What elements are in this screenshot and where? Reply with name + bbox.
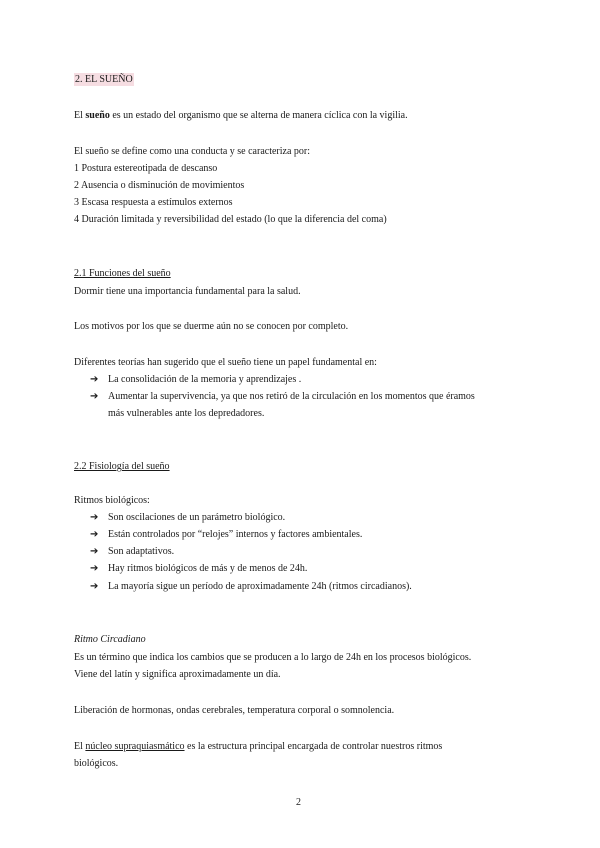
definition-item: 1 Postura estereotipada de descanso xyxy=(74,163,218,174)
circadian-paragraph: Liberación de hormonas, ondas cerebrales, temperatura corporal o somnolencia. xyxy=(74,705,395,716)
arrow-bullet-icon: ➔ xyxy=(90,529,99,540)
circadian-paragraph: Es un término que indica los cambios que se producen a lo largo de 24h en los procesos biológicos. xyxy=(74,652,472,663)
circadian-paragraph: Viene del latín y significa aproximadamente un día. xyxy=(74,669,281,680)
functions-paragraph: Dormir tiene una importancia fundamental para la salud. xyxy=(74,286,301,297)
circadian-paragraph: El núcleo supraquiasmático es la estructura principal encargada de controlar nuestros ritmos xyxy=(74,741,443,752)
definition-item: 2 Ausencia o disminución de movimientos xyxy=(74,180,245,191)
intro-paragraph: El sueño es un estado del organismo que se alterna de manera cíclica con la vigilia. xyxy=(74,110,408,121)
arrow-bullet-icon: ➔ xyxy=(90,391,99,402)
subsection-title-circadian: Ritmo Circadiano xyxy=(74,634,146,645)
section-title-text: 2. EL SUEÑO xyxy=(75,74,133,85)
definition-item: 3 Escasa respuesta a estímulos externos xyxy=(74,197,233,208)
physiology-lead: Ritmos biológicos: xyxy=(74,495,150,506)
arrow-bullet-icon: ➔ xyxy=(90,563,99,574)
subsection-title-functions: 2.1 Funciones del sueño xyxy=(74,268,171,279)
circadian-paragraph-cont: biológicos. xyxy=(74,758,119,769)
section-title xyxy=(74,73,134,86)
definition-item: 4 Duración limitada y reversibilidad del estado (lo que la diferencia del coma) xyxy=(74,214,387,225)
bold-term-sueno: sueño xyxy=(85,110,110,121)
functions-paragraph: Los motivos por los que se duerme aún no se conocen por completo. xyxy=(74,321,349,332)
arrow-bullet-icon: ➔ xyxy=(90,581,99,592)
underlined-term: núcleo supraquiasmático xyxy=(85,741,185,752)
definition-lead: El sueño se define como una conducta y se caracteriza por: xyxy=(74,146,311,157)
subsection-title-physiology: 2.2 Fisiología del sueño xyxy=(74,461,170,472)
arrow-bullet-icon: ➔ xyxy=(90,512,99,523)
document-page: 2. EL SUEÑO El sueño es un estado del organismo que se alterna de manera cíclica con la vigilia. El sueño se define como una conducta y se caracteriza por: 1 Postura estereotipada de descanso 2 Ausencia o disminución de movimientos 3 Escasa respuesta a estímulos externos 4 Duración limitada y reversibilidad del estado (lo que la diferencia del coma) 2.1 Funciones del sueño Dormir tiene una importancia fundamental para la salud. Los motivos por los que se duerme aún no se conocen por completo. Diferentes teorías han sugerido que el sueño tiene un papel fundamental en: ➔ La consolidación de la memoria y aprendizajes . ➔ Aumentar la supervivencia, ya que nos retiró de la circulación en los momentos que éramos más vulnerables ante los depredadores. 2.2 Fisiología del sueño Ritmos biológicos: ➔ Son oscilaciones de un parámetro biológico. ➔ Están controlados por “relojes” internos y factores ambientales. ➔ Son adaptativos. ➔ Hay ritmos biológicos de más y de menos de 24h. ➔ La mayoría sigue un período de aproximadamente 24h (ritmos circadianos). Ritmo Circadiano Es un término que indica los cambios que se producen a lo largo de 24h en los procesos biológicos. Viene del latín y significa aproximadamente un día. Liberación de hormonas, ondas cerebrales, temperatura corporal o somnolencia. El núcleo supraquiasmático es la estructura principal encargada de controlar nuestros ritmos biológicos. 2 xyxy=(74,74,475,808)
functions-paragraph: Diferentes teorías han sugerido que el sueño tiene un papel fundamental en: xyxy=(74,357,377,368)
arrow-bullet-icon: ➔ xyxy=(90,374,99,385)
page-number: 2 xyxy=(296,797,301,808)
arrow-bullet-icon: ➔ xyxy=(90,546,99,557)
